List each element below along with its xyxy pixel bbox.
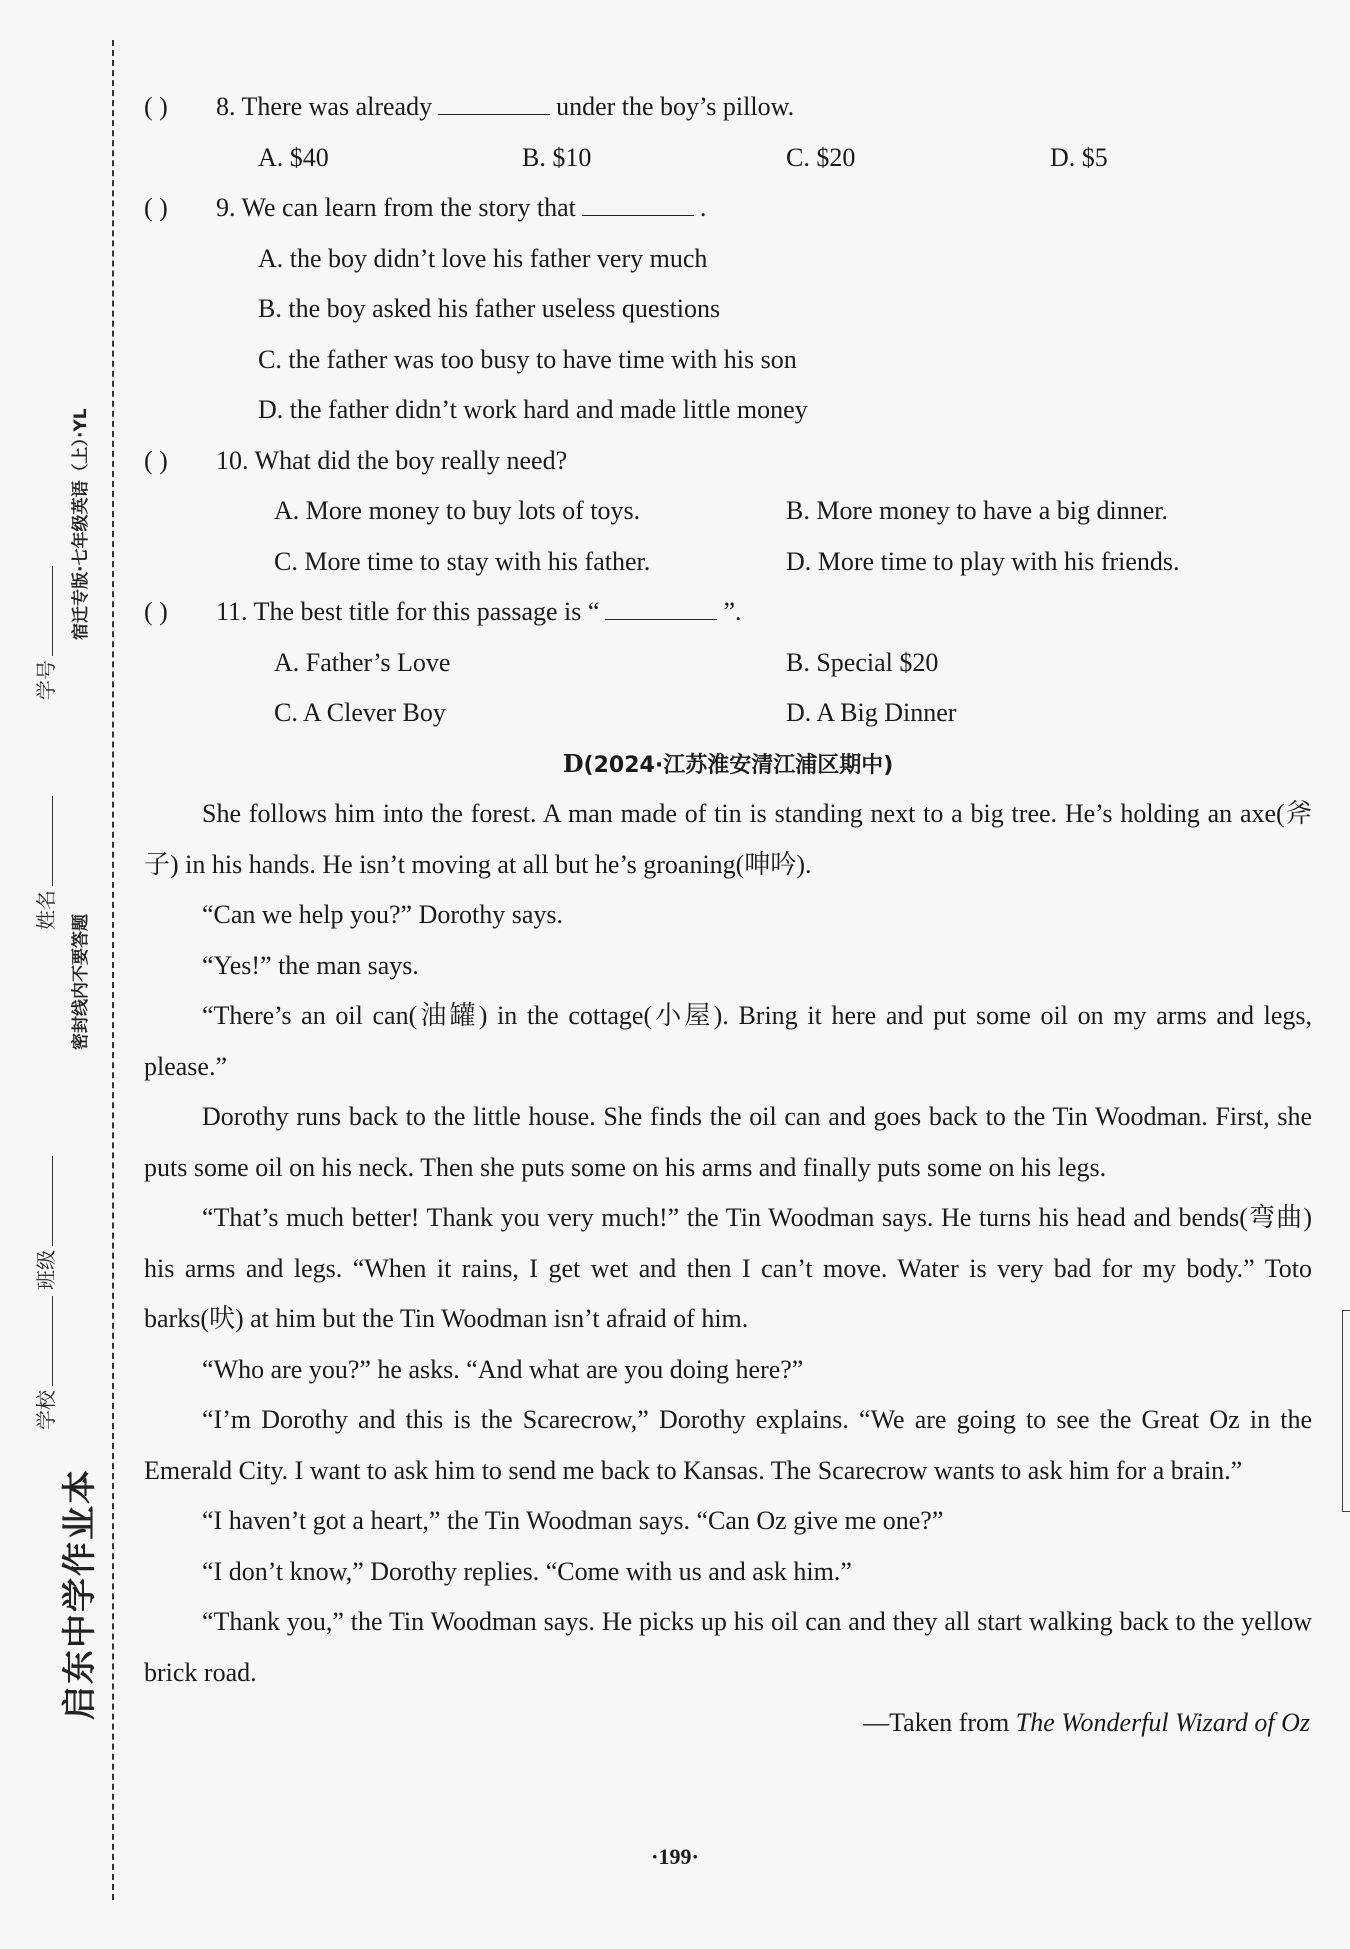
option-d: D. A Big Dinner (786, 698, 957, 727)
answer-bracket[interactable]: ( ) (144, 92, 168, 121)
source-prefix: —Taken from (863, 1708, 1016, 1737)
options-row (144, 486, 1312, 537)
options-row (144, 537, 1312, 588)
answer-blank (582, 191, 694, 216)
passage-paragraph: Dorothy runs back to the little house. She finds the oil can and goes back to the Tin Woodman. First, she puts some oil on his neck. Then she puts some on his arms and finally puts some on his legs. (144, 1102, 1312, 1182)
answer-bracket[interactable]: ( ) (144, 193, 168, 222)
question-stem-end: ”. (723, 597, 742, 626)
school-title: 启东中学作业本 (60, 1468, 100, 1720)
next-page-edge (1338, 0, 1350, 1949)
question-number: 11. (216, 597, 248, 626)
question-stem-end: . (699, 193, 707, 222)
options-row (144, 688, 1312, 739)
number-field-blank (52, 566, 53, 656)
binding-margin (0, 0, 125, 1949)
option-c: C. $20 (786, 142, 856, 172)
answer-bracket[interactable]: ( ) (144, 445, 168, 475)
question-number: 10. (216, 445, 249, 475)
source-book-title: The Wonderful Wizard of Oz (1015, 1708, 1310, 1737)
question-11 (144, 587, 1312, 638)
page-number: ·199· (651, 1844, 699, 1869)
question-10 (144, 436, 1312, 487)
school-field-label: 学校 (34, 1390, 58, 1430)
passage-paragraph: “Yes!” the man says. (202, 950, 419, 980)
option-c: C. the father was too busy to have time with his son (258, 344, 797, 374)
name-field (30, 796, 59, 930)
seal-note: 密封线内不要答题 (71, 914, 91, 1050)
passage-paragraph: “There’s an oil can(油罐) in the cottage(小屋). Bring it here and put some oil on my arms and legs, please.” (144, 1001, 1312, 1081)
question-8 (144, 82, 1312, 133)
question-number: 9. (216, 193, 236, 222)
seal-dashed-line (112, 40, 114, 1900)
option-c: C. More time to stay with his father. (274, 546, 651, 576)
number-field (30, 566, 59, 700)
passage-paragraph: “Who are you?” he asks. “And what are you doing here?” (202, 1354, 804, 1384)
question-stem: The best title for this passage is “ (253, 597, 600, 626)
option-a: A. $40 (258, 142, 329, 172)
passage-paragraph: “Can we help you?” Dorothy says. (202, 900, 564, 929)
option-c: C. A Clever Boy (274, 698, 446, 727)
school-field (30, 1296, 59, 1430)
option-d: D. the father didn’t work hard and made little money (258, 395, 808, 424)
option-d: D. More time to play with his friends. (786, 546, 1180, 576)
passage-paragraph: “Thank you,” the Tin Woodman says. He picks up his oil can and they all start walking back to the yellow brick road. (144, 1607, 1312, 1687)
question-stem: There was already (241, 92, 433, 121)
class-field (30, 1156, 59, 1290)
passage-source (144, 1698, 1312, 1749)
passage-paragraph: “I haven’t got a heart,” the Tin Woodman says. “Can Oz give me one?” (202, 1506, 944, 1535)
name-field-blank (52, 796, 53, 886)
school-field-blank (52, 1296, 53, 1386)
answer-bracket[interactable]: ( ) (144, 597, 168, 626)
answer-blank (605, 595, 717, 620)
option-a: A. More money to buy lots of toys. (274, 496, 641, 525)
options-row (144, 638, 1312, 689)
passage-paragraph: “I’m Dorothy and this is the Scarecrow,” Dorothy explains. “We are going to see the Great Oz in the Emerald City. I want to ask him to send me back to Kansas. The Scarecrow wants to ask him for a brain.” (144, 1405, 1312, 1485)
name-field-label: 姓名 (34, 890, 58, 930)
option-d: D. $5 (1050, 142, 1108, 172)
edition-label: 宿迁专版·七年级英语（上）·YL (71, 408, 91, 640)
number-field-label: 学号 (34, 660, 58, 700)
question-9 (144, 183, 1312, 234)
option-b: B. More money to have a big dinner. (786, 496, 1168, 525)
class-field-label: 班级 (34, 1250, 58, 1290)
question-stem-end: under the boy’s pillow. (556, 92, 795, 121)
question-stem: We can learn from the story that (241, 193, 576, 222)
passage-paragraph: “I don’t know,” Dorothy replies. “Come with us and ask him.” (202, 1556, 852, 1586)
section-letter: D (562, 748, 584, 778)
option-b: B. Special $20 (786, 647, 939, 677)
option-b: B. the boy asked his father useless questions (258, 294, 721, 323)
section-source: (2024·江苏淮安清江浦区期中) (583, 752, 894, 778)
answer-blank (438, 90, 550, 115)
section-d-heading (144, 739, 1312, 790)
passage-paragraph: She follows him into the forest. A man made of tin is standing next to a big tree. He’s holding an axe(斧子) in his hands. He isn’t moving at all but he’s groaning(呻吟). (144, 799, 1312, 879)
main-content (144, 82, 1312, 1749)
passage-paragraph: “That’s much better! Thank you very much!” the Tin Woodman says. He turns his head and bends(弯曲) his arms and legs. “When it rains, I get wet and then I can’t move. Water is very bad for my body.” Toto barks(吠) at him but the Tin Woodman isn’t afraid of him. (144, 1203, 1312, 1333)
option-b: B. $10 (522, 142, 592, 172)
option-a: A. the boy didn’t love his father very much (258, 243, 708, 273)
question-number: 8. (216, 92, 236, 121)
class-field-blank (52, 1156, 53, 1246)
options-row (144, 133, 1312, 184)
next-page-box-edge (1342, 1310, 1350, 1512)
question-stem: What did the boy really need? (254, 445, 568, 475)
option-a: A. Father’s Love (274, 647, 451, 677)
